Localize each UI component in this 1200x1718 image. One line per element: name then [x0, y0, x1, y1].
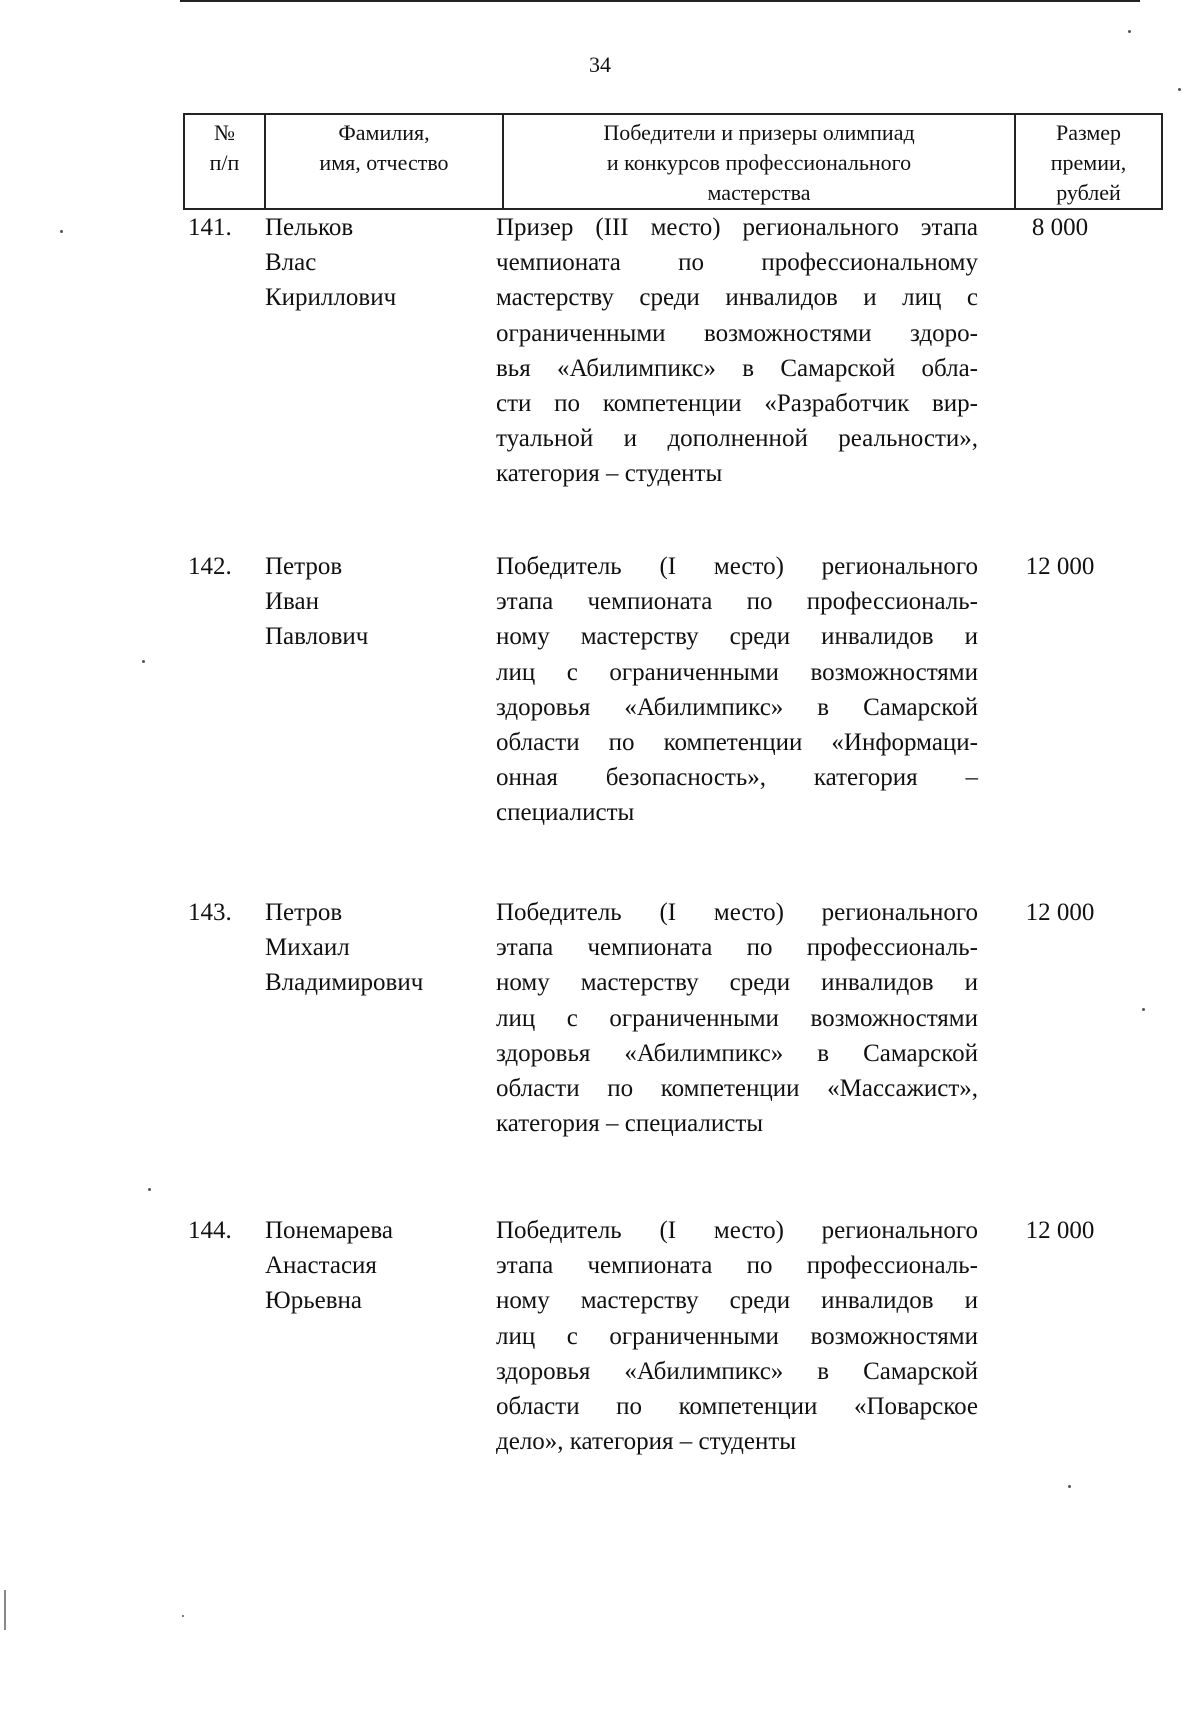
- header-name-line: Фамилия,: [338, 120, 430, 145]
- row-award: [496, 1213, 978, 1459]
- award-line: ному мастерству среди инвалидов и: [496, 1287, 978, 1315]
- award-line: лиц с ограниченными возможностями: [496, 1322, 978, 1350]
- award-line: специалисты: [496, 799, 635, 827]
- scan-speck: [142, 660, 145, 663]
- award-line: здоровья «Абилимпикс» в Самарской: [496, 1039, 978, 1067]
- row-number: 142.: [188, 553, 232, 580]
- row-award: [496, 210, 978, 492]
- award-line: этапа чемпионата по профессиональ-: [496, 588, 978, 616]
- header-num-line: №: [214, 120, 235, 145]
- row-full-name: [265, 895, 480, 1001]
- award-line: вья «Абилимпикс» в Самарской обла-: [496, 354, 978, 382]
- scan-speck: [1178, 88, 1181, 91]
- award-line: лиц с ограниченными возможностями: [496, 658, 978, 686]
- header-name-line: имя, отчество: [319, 150, 449, 175]
- header-sum: [1015, 114, 1162, 209]
- name-line: Влас: [265, 249, 317, 277]
- scan-edge-mark: [4, 1590, 6, 1630]
- name-line: Владимирович: [265, 969, 424, 997]
- header-sum-line: премии,: [1050, 150, 1127, 175]
- award-line: области по компетенции «Информаци-: [496, 729, 978, 757]
- row-award: [496, 895, 978, 1141]
- table-header-row: [184, 114, 1162, 209]
- name-line: Иван: [265, 588, 320, 616]
- name-line: Кириллович: [265, 284, 397, 312]
- row-prize-amount: 8 000: [1031, 214, 1089, 241]
- award-line: лиц с ограниченными возможностями: [496, 1004, 978, 1032]
- row-prize-amount: 12 000: [1025, 553, 1095, 580]
- award-line: Победитель (I место) регионального: [496, 899, 978, 926]
- scan-speck: [1128, 30, 1131, 33]
- top-rule: [180, 0, 1140, 2]
- award-line: мастерству среди инвалидов и лиц с: [496, 284, 978, 312]
- header-award: [503, 114, 1015, 209]
- header-num: [184, 114, 265, 209]
- name-line: Павлович: [265, 623, 369, 651]
- row-prize-amount: 12 000: [1025, 1217, 1095, 1244]
- award-line: ному мастерству среди инвалидов и: [496, 969, 978, 997]
- name-line: Пельков: [265, 214, 354, 241]
- scan-speck: [148, 1188, 151, 1191]
- scan-speck: [1068, 1485, 1071, 1488]
- award-line: этапа чемпионата по профессиональ-: [496, 934, 978, 962]
- award-line: здоровья «Абилимпикс» в Самарской: [496, 693, 978, 721]
- row-number: 141.: [188, 214, 232, 241]
- row-full-name: [265, 549, 480, 655]
- name-line: Понемарева: [265, 1217, 393, 1244]
- award-line: Победитель (I место) регионального: [496, 1217, 978, 1244]
- name-line: Петров: [265, 899, 343, 926]
- award-line: этапа чемпионата по профессиональ-: [496, 1252, 978, 1280]
- award-line: здоровья «Абилимпикс» в Самарской: [496, 1357, 978, 1385]
- header-sum-line: рублей: [1056, 180, 1121, 205]
- name-line: Юрьевна: [265, 1287, 362, 1315]
- name-line: Анастасия: [265, 1252, 377, 1280]
- row-award: [496, 549, 978, 831]
- header-award-line: и конкурсов профессионального: [606, 150, 912, 175]
- award-line: сти по компетенции «Разработчик вир-: [496, 390, 978, 418]
- header-num-line: п/п: [209, 150, 240, 175]
- row-full-name: [265, 1213, 480, 1319]
- award-line: ному мастерству среди инвалидов и: [496, 623, 978, 651]
- header-award-line: Победители и призеры олимпиад: [603, 120, 915, 145]
- scan-speck: [60, 230, 63, 233]
- award-line: категория – студенты: [496, 460, 723, 488]
- award-line: категория – специалисты: [496, 1110, 764, 1138]
- row-number: 143.: [188, 899, 232, 926]
- page-number: 34: [589, 52, 611, 77]
- row-full-name: [265, 210, 480, 316]
- header-name: [265, 114, 503, 209]
- name-line: Петров: [265, 553, 343, 580]
- scan-speck: [1142, 1008, 1145, 1011]
- award-line: дело», категория – студенты: [496, 1428, 797, 1456]
- header-award-line: мастерства: [707, 180, 811, 205]
- award-line: ограниченными возможностями здоро-: [496, 319, 978, 347]
- award-line: Победитель (I место) регионального: [496, 553, 978, 580]
- header-sum-line: Размер: [1055, 120, 1122, 145]
- row-prize-amount: 12 000: [1025, 899, 1095, 926]
- award-line: области по компетенции «Массажист»,: [496, 1075, 978, 1103]
- scan-speck: [182, 1615, 184, 1617]
- table-header: [183, 113, 1163, 210]
- award-line: онная безопасность», категория –: [496, 764, 978, 792]
- award-line: туальной и дополненной реальности»,: [496, 425, 978, 453]
- row-number: 144.: [188, 1217, 232, 1244]
- award-line: чемпионата по профессиональному: [496, 249, 978, 277]
- award-line: области по компетенции «Поварское: [496, 1393, 978, 1421]
- award-line: Призер (III место) регионального этапа: [496, 214, 978, 241]
- name-line: Михаил: [265, 934, 350, 962]
